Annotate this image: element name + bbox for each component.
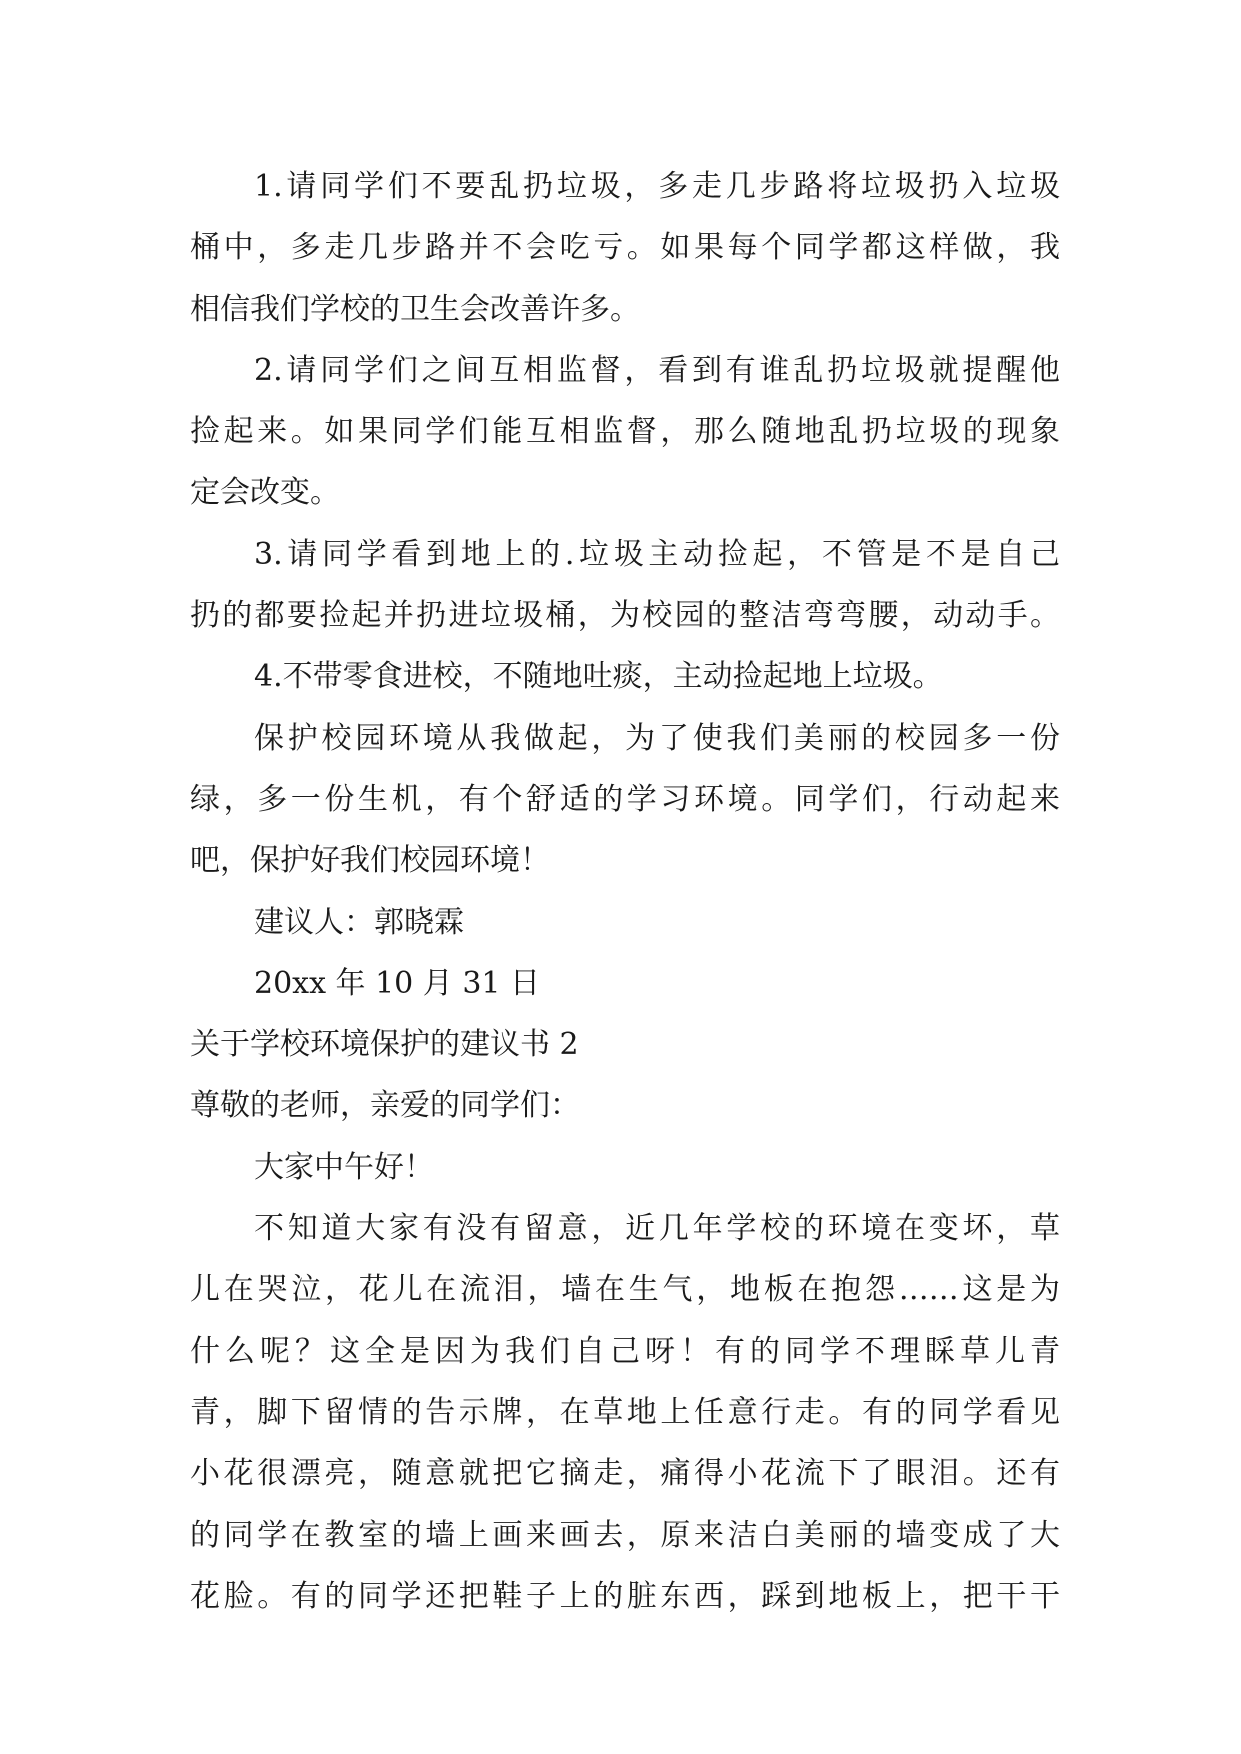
section-title: 关于学校环境保护的建议书 2 xyxy=(190,1027,579,1063)
paragraph-line: 相信我们学校的卫生会改善许多。 xyxy=(190,291,640,327)
paragraph-line: 花脸。有的同学还把鞋子上的脏东西，踩到地板上，把干干 xyxy=(190,1578,1060,1614)
greeting-line: 大家中午好！ xyxy=(254,1149,434,1185)
paragraph-line: 桶中，多走几步路并不会吃亏。如果每个同学都这样做，我 xyxy=(190,230,1060,266)
paragraph-line: 4.不带零食进校，不随地吐痰，主动捡起地上垃圾。 xyxy=(254,659,943,695)
paragraph-line: 小花很漂亮，随意就把它摘走，痛得小花流下了眼泪。还有 xyxy=(190,1456,1060,1492)
paragraph-line: 青，脚下留情的告示牌，在草地上任意行走。有的同学看见 xyxy=(190,1394,1060,1430)
paragraph-line: 保护校园环境从我做起，为了使我们美丽的校园多一份 xyxy=(254,720,1060,756)
date-line: 20xx 年 10 月 31 日 xyxy=(254,965,541,1001)
document-body xyxy=(190,156,1060,1627)
paragraph-line: 扔的都要捡起并扔进垃圾桶，为校园的整洁弯弯腰，动动手。 xyxy=(190,598,1060,634)
signature-line: 建议人：郭晓霖 xyxy=(254,904,464,940)
paragraph-line: 吧，保护好我们校园环境！ xyxy=(190,843,550,879)
paragraph-line: 3.请同学看到地上的.垃圾主动捡起，不管是不是自己 xyxy=(254,536,1060,572)
paragraph-line: 1.请同学们不要乱扔垃圾，多走几步路将垃圾扔入垃圾 xyxy=(254,169,1060,204)
paragraph-line: 不知道大家有没有留意，近几年学校的环境在变坏，草 xyxy=(254,1211,1060,1247)
paragraph-line: 什么呢？这全是因为我们自己呀！有的同学不理睬草儿青 xyxy=(190,1333,1060,1369)
paragraph-line: 捡起来。如果同学们能互相监督，那么随地乱扔垃圾的现象 xyxy=(190,414,1060,450)
paragraph-line: 的同学在教室的墙上画来画去，原来洁白美丽的墙变成了大 xyxy=(190,1517,1060,1553)
paragraph-line: 定会改变。 xyxy=(190,475,340,511)
salutation-line: 尊敬的老师，亲爱的同学们： xyxy=(190,1088,580,1124)
paragraph-line: 儿在哭泣，花儿在流泪，墙在生气，地板在抱怨……这是为 xyxy=(190,1272,1060,1308)
paragraph-line: 绿，多一份生机，有个舒适的学习环境。同学们，行动起来 xyxy=(190,781,1060,817)
paragraph-line: 2.请同学们之间互相监督，看到有谁乱扔垃圾就提醒他 xyxy=(254,352,1060,388)
